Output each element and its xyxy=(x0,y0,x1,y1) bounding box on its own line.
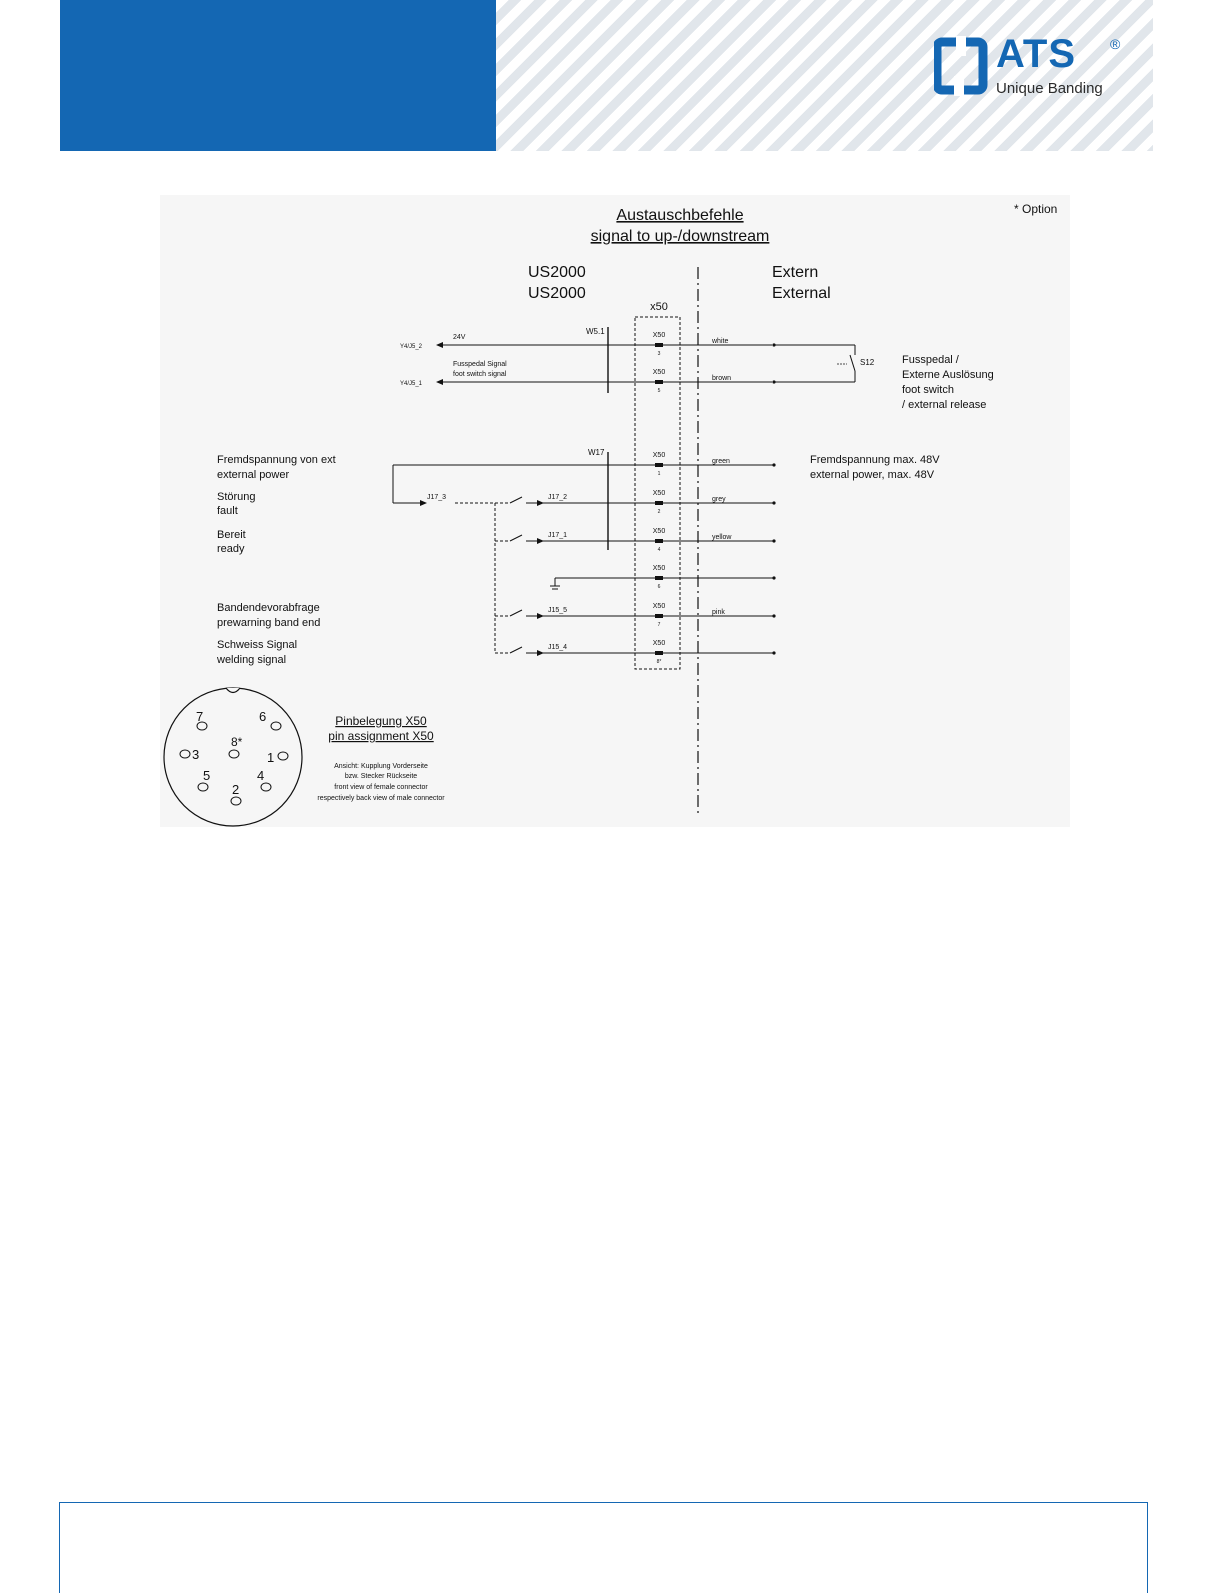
band-end-en: prewarning band end xyxy=(217,617,321,629)
svg-text:3: 3 xyxy=(657,351,661,357)
wire-green: green xyxy=(712,458,730,465)
ext-power-de: Fremdspannung von ext xyxy=(217,454,336,466)
svg-text:2: 2 xyxy=(232,782,240,797)
weld-de: Schweiss Signal xyxy=(217,639,298,651)
footer-frame xyxy=(59,1502,1148,1593)
svg-text:1: 1 xyxy=(657,471,661,477)
ats-logo-icon xyxy=(934,36,990,96)
svg-text:4: 4 xyxy=(257,768,265,783)
svg-text:5: 5 xyxy=(657,388,661,394)
svg-text:6: 6 xyxy=(259,709,267,724)
svg-text:1: 1 xyxy=(267,750,275,765)
wiring-diagram xyxy=(160,195,1070,827)
signal-24v: 24V xyxy=(453,334,466,341)
foot-signal-en: foot switch signal xyxy=(453,371,507,378)
band-end-de: Bandendevorabfrage xyxy=(217,602,320,614)
svg-text:7: 7 xyxy=(657,622,661,628)
weld-en: welding signal xyxy=(217,654,287,666)
svg-text:2: 2 xyxy=(657,509,661,515)
w17-label: W17 xyxy=(588,448,605,457)
option-note: * Option xyxy=(1014,202,1058,216)
logo-tagline: Unique Banding xyxy=(996,80,1103,97)
right-header-de: Extern xyxy=(772,264,819,281)
pin-desc-3: front view of female connector xyxy=(334,784,428,791)
svg-text:7: 7 xyxy=(196,709,204,724)
svg-text:4: 4 xyxy=(657,547,661,553)
pin-assignment-title-en: pin assignment X50 xyxy=(328,729,434,743)
foot-signal-de: Fusspedal Signal xyxy=(453,361,507,368)
ref-j17-2: J17_2 xyxy=(548,494,568,501)
pin-desc-1: Ansicht: Kupplung Vorderseite xyxy=(334,763,428,770)
wire-white: white xyxy=(712,338,729,345)
wire-yellow: yellow xyxy=(712,534,732,541)
switch-s12-label: S12 xyxy=(860,358,875,367)
left-header-en: US2000 xyxy=(528,285,586,302)
ext-power-max-en: external power, max. 48V xyxy=(810,469,935,481)
wire-brown: brown xyxy=(712,375,732,382)
pin-assignment-title-de: Pinbelegung X50 xyxy=(335,714,427,728)
svg-text:X50: X50 xyxy=(652,603,666,610)
header-banner xyxy=(60,0,496,151)
svg-text:X50: X50 xyxy=(652,369,666,376)
diagram-title-en: signal to up-/downstream xyxy=(590,228,770,245)
foot-switch-desc-1: Fusspedal / xyxy=(902,354,959,366)
svg-text:X50: X50 xyxy=(652,640,666,647)
foot-switch-desc-3: foot switch xyxy=(902,384,954,396)
ref-j17-1: J17_1 xyxy=(548,532,568,539)
pin-desc-4: respectively back view of male connector xyxy=(317,795,445,802)
svg-text:3: 3 xyxy=(192,747,200,762)
ready-en: ready xyxy=(217,543,245,555)
wire-grey: grey xyxy=(712,496,726,503)
ref-j15-4: J15_4 xyxy=(548,644,568,651)
svg-text:X50: X50 xyxy=(652,452,666,459)
svg-text:X50: X50 xyxy=(652,332,666,339)
w5-label: W5.1 xyxy=(586,327,605,336)
ref-j17-3: J17_3 xyxy=(427,494,447,501)
foot-switch-desc-4: / external release xyxy=(902,399,987,411)
ats-logo xyxy=(934,32,1130,102)
wire-pink: pink xyxy=(712,609,725,616)
fault-en: fault xyxy=(217,505,238,517)
ext-power-en: external power xyxy=(217,469,290,481)
connector-label: x50 xyxy=(650,301,668,313)
foot-switch-desc-2: Externe Auslösung xyxy=(902,369,994,381)
ref-y4-j5-2: Y4/J5_2 xyxy=(400,344,423,350)
fault-de: Störung xyxy=(217,491,256,503)
svg-text:X50: X50 xyxy=(652,528,666,535)
pin-desc-2: bzw. Stecker Rückseite xyxy=(344,773,418,780)
diagram-title-de: Austauschbefehle xyxy=(616,207,744,224)
svg-text:X50: X50 xyxy=(652,490,666,497)
svg-text:X50: X50 xyxy=(652,565,666,572)
svg-text:5: 5 xyxy=(203,768,211,783)
logo-wordmark: ATS xyxy=(996,32,1077,76)
svg-text:6: 6 xyxy=(657,584,661,590)
ready-de: Bereit xyxy=(217,529,246,541)
left-header-de: US2000 xyxy=(528,264,586,281)
ref-j15-5: J15_5 xyxy=(548,607,568,614)
ref-y4-j5-1: Y4/J5_1 xyxy=(400,381,423,387)
svg-text:8*: 8* xyxy=(231,735,243,749)
svg-text:8*: 8* xyxy=(656,659,662,665)
right-header-en: External xyxy=(772,285,831,302)
registered-mark: ® xyxy=(1110,36,1121,52)
ext-power-max-de: Fremdspannung max. 48V xyxy=(810,454,940,466)
